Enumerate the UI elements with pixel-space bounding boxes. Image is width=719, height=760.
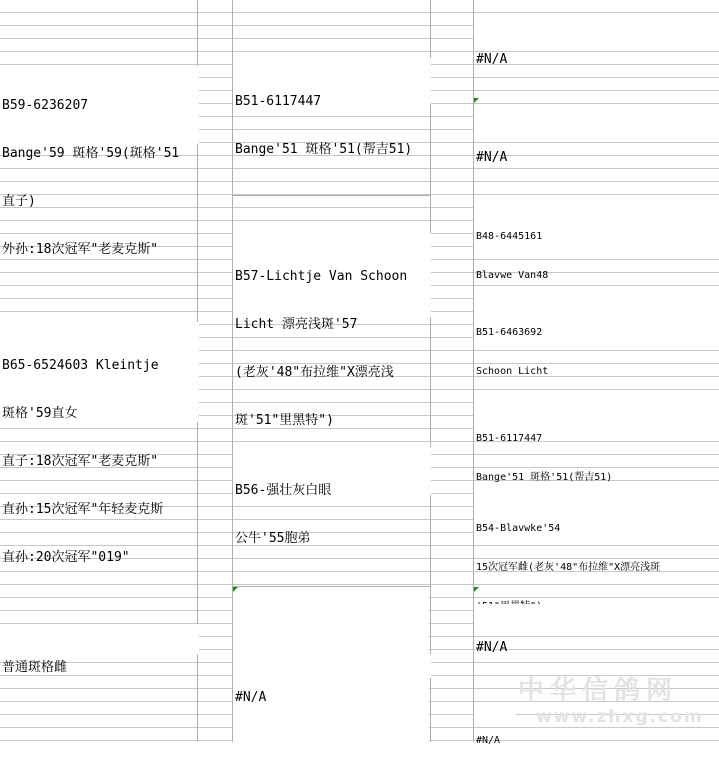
col3-cell-6[interactable] [474,492,719,573]
pigeon-name: Bange'51 斑格'51(帮吉51) [476,472,613,483]
sire-name: Bange'59 斑格'59(斑格'51 [2,146,180,161]
col2-cell-2[interactable] [233,233,431,428]
pigeon-name: Schoon Licht [476,366,549,377]
pedigree-note: 斑'51"里黑特") [235,413,334,428]
col3-cell-3[interactable] [474,200,719,281]
ring-number: B51-6117447 [476,433,543,444]
dam-name: 斑格'59直女 [2,406,78,421]
comment-marker-icon [474,98,479,103]
col2-cell-1[interactable] [233,58,431,157]
comment-marker-icon [474,587,479,592]
sire-name-cont: 直子) [2,194,36,209]
bottom-dam-name: 普通斑格雌 [2,660,68,675]
na-value: #N/A [476,150,508,165]
site-watermark [518,676,718,736]
section-border [232,195,430,196]
col3-cell-1[interactable] [474,16,719,67]
ring-number: B54-Blavwke'54 [476,523,561,534]
comment-marker-icon [233,587,238,592]
ring-number: B51-6463692 [476,327,543,338]
col2-cell-3[interactable] [233,447,431,546]
na-value: #N/A [476,640,508,655]
dam-note: 直子:18次冠军"老麦克斯" [2,454,159,469]
sire-cell[interactable] [0,66,199,257]
dam-note: 直孙:15次冠军"年轻麦克斯 [2,502,164,517]
na-value: #N/A [476,52,508,67]
bottom-dam-cell[interactable] [0,624,199,675]
dam-ring-number: B65-6524603 Kleintje [2,358,159,373]
pigeon-name: 公牛'55胞弟 [235,531,311,546]
watermark-site-name: 中华信鸽网 [518,676,679,706]
col3-cell-8[interactable] [474,705,516,746]
pigeon-name: Licht 漂亮浅斑'57 [235,317,358,332]
col3-cell-4[interactable] [474,296,719,377]
pedigree-note: 15次冠军雌(老灰'48"布拉维"X漂亮浅斑 [476,562,661,573]
pigeon-name: Bange'51 斑格'51(帮吉51) [235,142,413,157]
ring-number: B51-6117447 [235,94,322,109]
na-value: #N/A [476,735,501,746]
sire-note: 外孙:18次冠军"老麦克斯" [2,242,159,257]
dam-note: 直孙:20次冠军"019" [2,550,130,565]
watermark-url: www.zhxg.com [536,707,704,727]
col2-cell-4[interactable] [233,654,431,705]
dam-cell[interactable] [0,322,199,565]
ring-number: B57-Lichtje Van Schoon [235,269,408,284]
sire-ring-number: B59-6236207 [2,98,89,113]
na-value: #N/A [235,690,267,705]
column-divider [473,0,474,742]
pigeon-name: Blavwe Van48 [476,270,549,281]
col3-cell-5[interactable] [474,402,719,483]
ring-number: B56-强壮灰白眼 [235,483,332,498]
col3-cell-7[interactable] [474,604,719,655]
col3-cell-2[interactable] [474,114,719,165]
ring-number: B48-6445161 [476,231,543,242]
pedigree-note: (老灰'48"布拉维"X漂亮浅 [235,365,394,380]
